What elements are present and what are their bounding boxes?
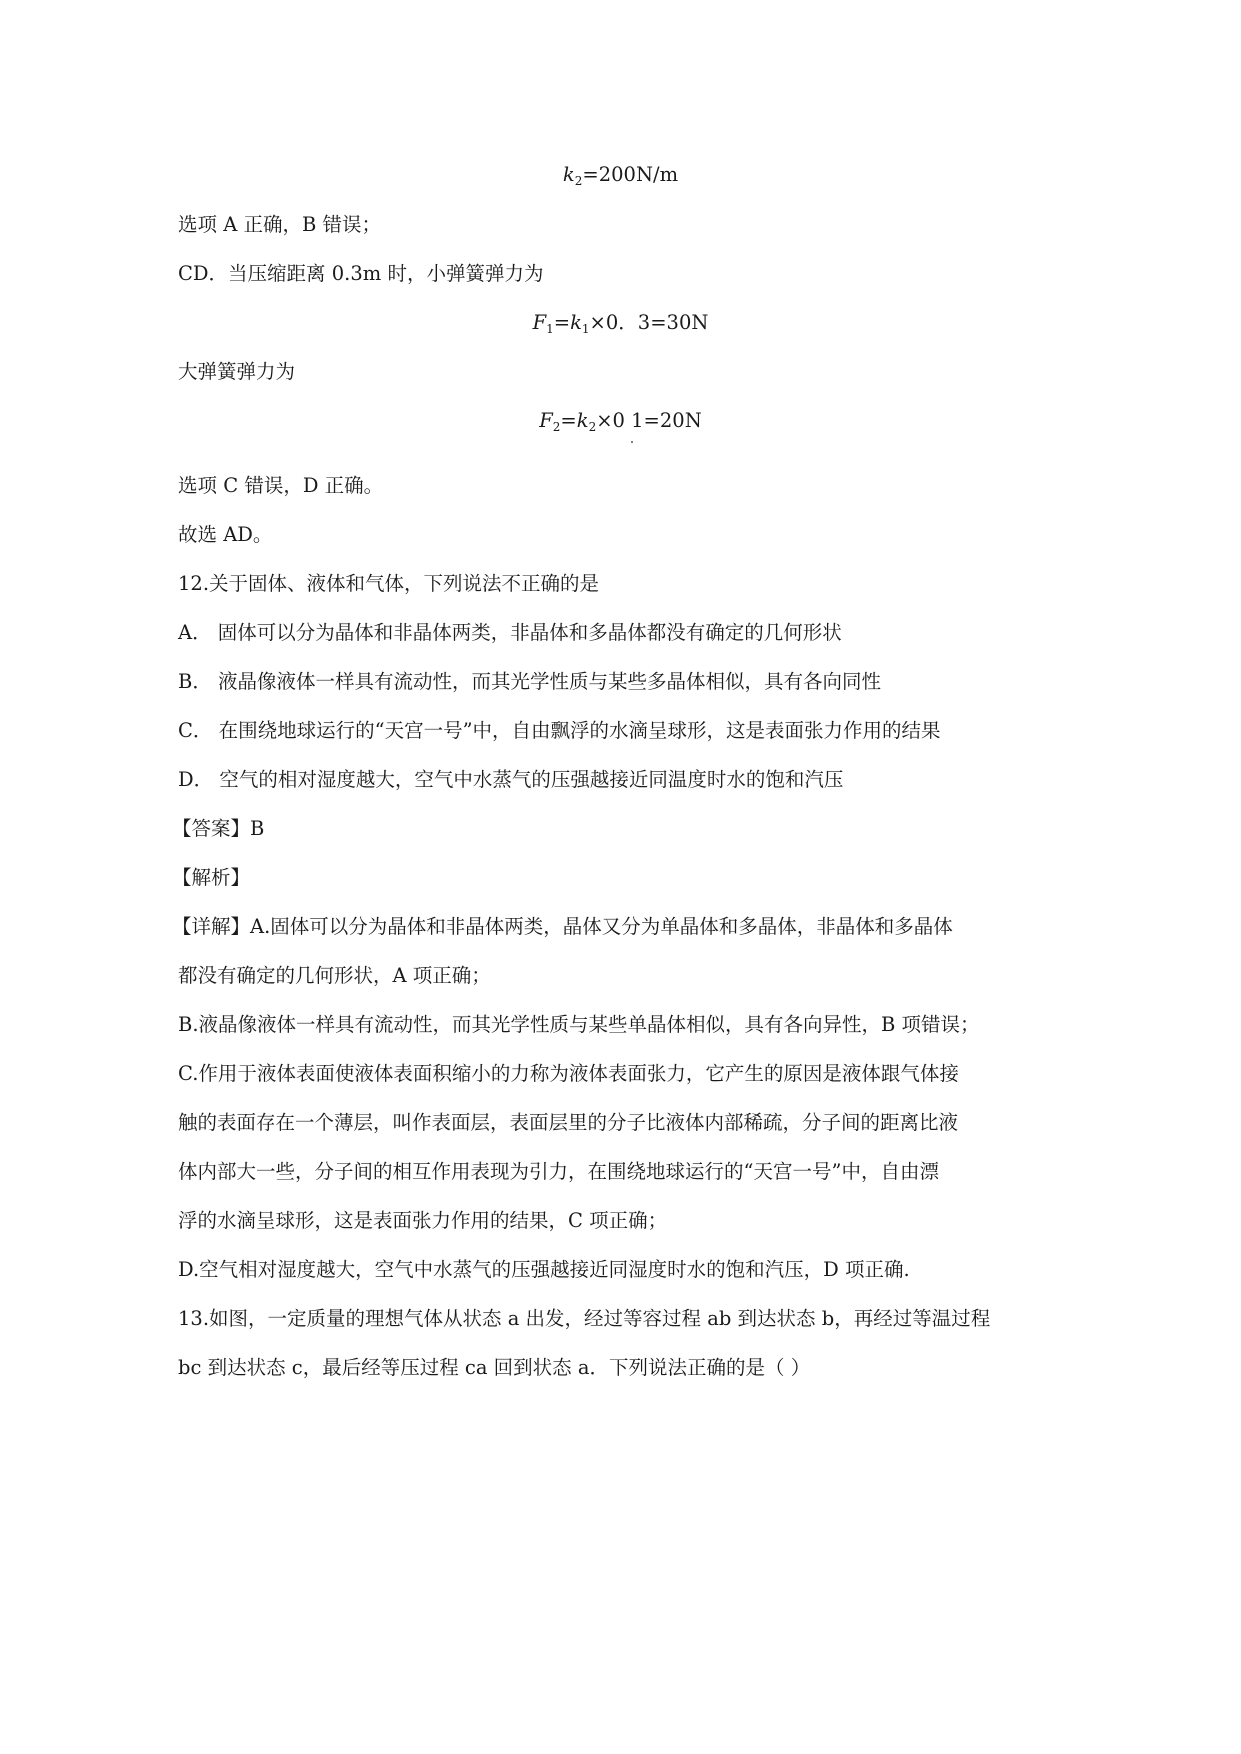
formula-k2 [0,163,1241,187]
formula-f2 [0,409,1241,433]
question-13-stem-line: 13.如图，一定质量的理想气体从状态 a 出发，经过等容过程 ab 到达状态 b，再经过等温过程 [178,1307,991,1330]
question-12-detail-line: 都没有确定的几何形状，A 项正确； [178,964,491,987]
question-12-option-d: D． 空气的相对湿度越大，空气中水蒸气的压强越接近同温度时水的饱和汽压 [178,768,844,791]
question-12-detail-line: 体内部大一些，分子间的相互作用表现为引力，在围绕地球运行的“天宫一号”中，自由漂 [178,1160,939,1183]
text-line-cd-intro: CD．当压缩距离 0.3m 时，小弹簧弹力为 [178,262,544,285]
formula-rest: =200N/m [582,163,679,186]
formula-var2: k [576,409,589,432]
question-12-detail-line: B.液晶像液体一样具有流动性，而其光学性质与某些单晶体相似，具有各向异性，B 项错误； [178,1013,980,1036]
question-12-detail-line: D.空气相对湿度越大，空气中水蒸气的压强越接近同湿度时水的饱和汽压，D 项正确. [178,1258,910,1281]
formula-sub: 1 [546,322,554,336]
question-12-answer: 【答案】B [172,817,265,840]
formula-sub: 2 [552,420,561,434]
question-12-option-a: A． 固体可以分为晶体和非晶体两类，非晶体和多晶体都没有确定的几何形状 [178,621,842,644]
text-line-big-spring: 大弹簧弹力为 [178,360,296,383]
question-12-analysis-label: 【解析】 [172,866,251,889]
question-12-detail-line: C.作用于液体表面使液体表面积缩小的力称为液体表面张力，它产生的原因是液体跟气体接 [178,1062,959,1085]
question-12-detail-line: 触的表面存在一个薄层，叫作表面层，表面层里的分子比液体内部稀疏，分子间的距离比液 [178,1111,959,1134]
question-12-detail-line: 【详解】A.固体可以分为晶体和非晶体两类，晶体又分为单晶体和多晶体，非晶体和多晶体 [172,915,953,938]
question-12-stem: 12.关于固体、液体和气体，下列说法不正确的是 [178,572,600,595]
question-13-stem-line: bc 到达状态 c，最后经等压过程 ca 回到状态 a．下列说法正确的是（ ） [178,1356,811,1379]
text-line-ab: 选项 A 正确，B 错误； [178,213,382,236]
formula-sub2: 1 [581,322,590,336]
formula-rest: ×0．3=30N [589,311,709,334]
formula-var2: k [570,311,582,334]
formula-sub: 2 [574,174,583,188]
formula-rest: ×0 1=20N [596,409,702,432]
formula-var: F [539,409,553,432]
formula-eq: = [560,409,577,432]
formula-var: k [562,163,575,186]
formula-sub2: 2 [588,420,597,434]
text-line-choose: 故选 AD。 [178,523,273,546]
formula-eq: = [553,311,571,334]
stray-mark [631,441,633,443]
question-12-option-c: C． 在围绕地球运行的“天宫一号”中，自由飘浮的水滴呈球形，这是表面张力作用的结果 [178,719,941,742]
text-line-cd-result: 选项 C 错误，D 正确。 [178,474,384,497]
question-12-detail-line: 浮的水滴呈球形，这是表面张力作用的结果，C 项正确； [178,1209,668,1232]
formula-var: F [532,311,547,334]
question-12-option-b: B． 液晶像液体一样具有流动性，而其光学性质与某些多晶体相似，具有各向同性 [178,670,882,693]
formula-f1 [0,311,1241,335]
